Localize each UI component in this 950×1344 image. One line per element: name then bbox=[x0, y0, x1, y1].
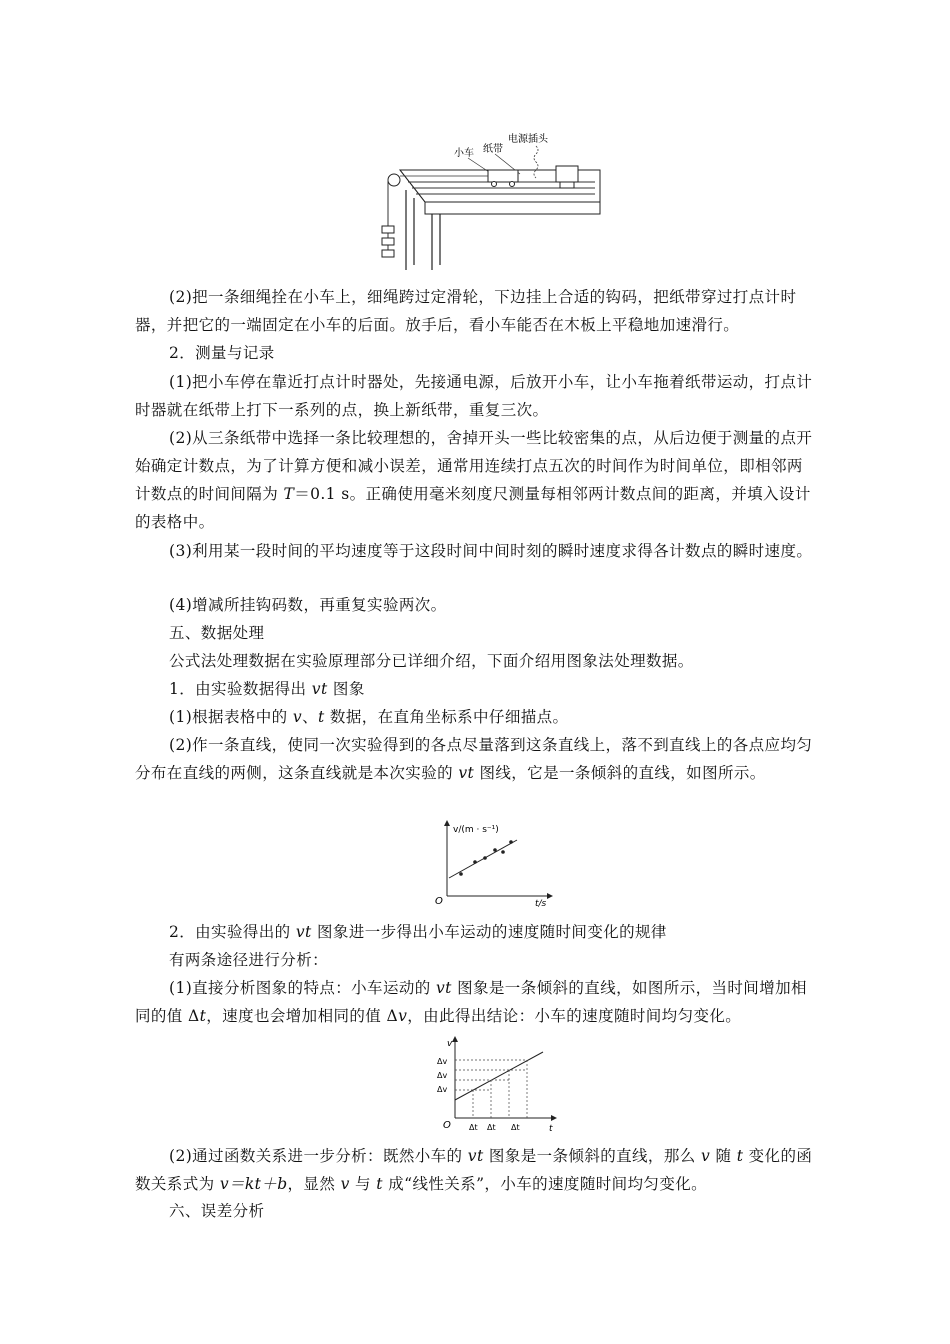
data-point bbox=[493, 848, 497, 852]
dv-label-2: Δv bbox=[437, 1071, 448, 1080]
graph1-origin: O bbox=[435, 896, 443, 907]
vt-graph-increments bbox=[425, 1036, 560, 1134]
paragraph-4: (3)利用某一段时间的平均速度等于这段时间中间时刻的瞬时速度求得各计数点的瞬时速度。 bbox=[169, 542, 813, 560]
dt-label-1: Δt bbox=[469, 1123, 478, 1132]
apparatus-figure bbox=[370, 130, 610, 275]
data-point bbox=[473, 860, 477, 864]
heading-measure: 2．测量与记录 bbox=[169, 344, 275, 362]
paragraph-5: (4)增减所挂钩码数，再重复实验两次。 bbox=[169, 596, 447, 614]
paragraph-1: (2)把一条细绳拴在小车上，细绳跨过定滑轮，下边挂上合适的钩码，把纸带穿过打点计时器，并把它的一端固定在小车的后面。放手后，看小车能否在木板上平稳地加速滑行。 bbox=[135, 288, 797, 334]
heading-vt-graph: 1．由实验数据得出 vt 图象 bbox=[169, 680, 365, 698]
dv-label-1: Δv bbox=[437, 1057, 448, 1066]
paragraph-6: 公式法处理数据在实验原理部分已详细介绍，下面介绍用图象法处理数据。 bbox=[169, 652, 694, 670]
graph2-ylabel: v bbox=[447, 1039, 453, 1049]
graph2-origin: O bbox=[443, 1120, 451, 1131]
label-car: 小车 bbox=[454, 148, 474, 159]
paragraph-8: (2)作一条直线，使同一次实验得到的各点尽量落到这条直线上，落不到直线上的各点应均匀分布在直线的两侧，这条直线就是本次实验的 vt 图线，它是一条倾斜的直线，如图所示。 bbox=[135, 736, 813, 782]
data-point bbox=[483, 856, 487, 860]
heading-vt-law: 2．由实验得出的 vt 图象进一步得出小车运动的速度随时间变化的规律 bbox=[169, 923, 667, 941]
paragraph-10: (1)直接分析图象的特点：小车运动的 vt 图象是一条倾斜的直线，如图所示，当时间增加相同的值 Δt，速度也会增加相同的值 Δv，由此得出结论：小车的速度随时间均匀变化。 bbox=[135, 979, 807, 1025]
dt-label-3: Δt bbox=[511, 1123, 520, 1132]
data-point bbox=[501, 850, 505, 854]
graph1-xlabel: t/s bbox=[535, 899, 547, 908]
section-six: 六、误差分析 bbox=[169, 1202, 265, 1220]
dt-label-2: Δt bbox=[487, 1123, 496, 1132]
label-plug: 电源插头 bbox=[508, 134, 548, 145]
vt-graph-points bbox=[425, 818, 555, 908]
paragraph-3: (2)从三条纸带中选择一条比较理想的，舍掉开头一些比较密集的点，从后边便于测量的点开始确定计数点，为了计算方便和减小误差，通常用连续打点五次的时间作为时间单位，即相邻两计数点的时间间隔为 T＝0.1 s。正确使用毫米刻度尺测量每相邻两计数点间的距离，并填入设计的表格中。 bbox=[135, 429, 813, 531]
dv-label-3: Δv bbox=[437, 1085, 448, 1094]
paragraph-7: (1)根据表格中的 v、t 数据，在直角坐标系中仔细描点。 bbox=[169, 708, 569, 726]
label-tape: 纸带 bbox=[483, 144, 503, 155]
graph2-xlabel: t bbox=[549, 1124, 553, 1134]
graph1-ylabel: v/(m · s⁻¹) bbox=[453, 825, 499, 835]
section-five: 五、数据处理 bbox=[169, 624, 265, 642]
paragraph-9: 有两条途径进行分析： bbox=[169, 951, 329, 969]
data-point bbox=[459, 872, 463, 876]
data-point bbox=[509, 840, 513, 844]
paragraph-2: (1)把小车停在靠近打点计时器处，先接通电源，后放开小车，让小车拖着纸带运动，打点计时器就在纸带上打下一系列的点，换上新纸带，重复三次。 bbox=[135, 373, 813, 419]
paragraph-11: (2)通过函数关系进一步分析：既然小车的 vt 图象是一条倾斜的直线，那么 v 随 t 变化的函数关系式为 v＝kt＋b，显然 v 与 t 成“线性关系”，小车的速度随时间均匀变化。 bbox=[135, 1147, 813, 1193]
